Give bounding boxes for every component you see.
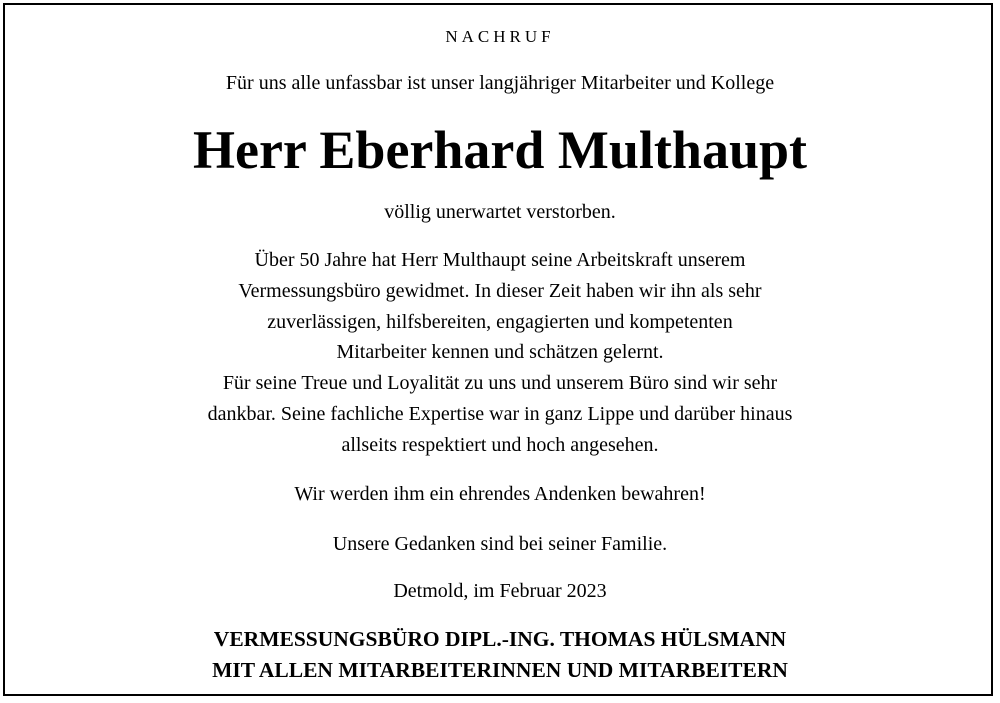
closing-remembrance: Wir werden ihm ein ehrendes Andenken bewahren! bbox=[294, 483, 706, 505]
paragraph-line: Vermessungsbüro gewidmet. In dieser Zeit haben wir ihn als sehr bbox=[238, 279, 762, 302]
deceased-name: Herr Eberhard Multhaupt bbox=[192, 120, 807, 180]
paragraph-line: zuverlässigen, hilfsbereiten, engagierten und kompetenten bbox=[267, 310, 733, 333]
sender-line: MIT ALLEN MITARBEITERINNEN UND MITARBEITERN bbox=[212, 658, 788, 682]
intro-text: Für uns alle unfassbar ist unser langjähriger Mitarbeiter und Kollege bbox=[225, 72, 775, 94]
sender-block bbox=[0, 624, 1000, 686]
tribute-paragraph bbox=[0, 245, 1000, 461]
paragraph-line: allseits respektiert und hoch angesehen. bbox=[341, 433, 659, 456]
sender-line: VERMESSUNGSBÜRO DIPL.-ING. THOMAS HÜLSMANN bbox=[213, 627, 787, 651]
paragraph-line: Mitarbeiter kennen und schätzen gelernt. bbox=[336, 341, 664, 364]
notice-heading: NACHRUF bbox=[445, 27, 555, 46]
closing-family: Unsere Gedanken sind bei seiner Familie. bbox=[332, 533, 668, 555]
paragraph-line: dankbar. Seine fachliche Expertise war in ganz Lippe und darüber hinaus bbox=[207, 402, 793, 425]
place-date: Detmold, im Februar 2023 bbox=[393, 580, 607, 602]
paragraph-line: Für seine Treue und Loyalität zu uns und unserem Büro sind wir sehr bbox=[222, 372, 778, 395]
paragraph-line: Über 50 Jahre hat Herr Multhaupt seine Arbeitskraft unserem bbox=[254, 249, 746, 271]
subline-text: völlig unerwartet verstorben. bbox=[384, 201, 616, 223]
